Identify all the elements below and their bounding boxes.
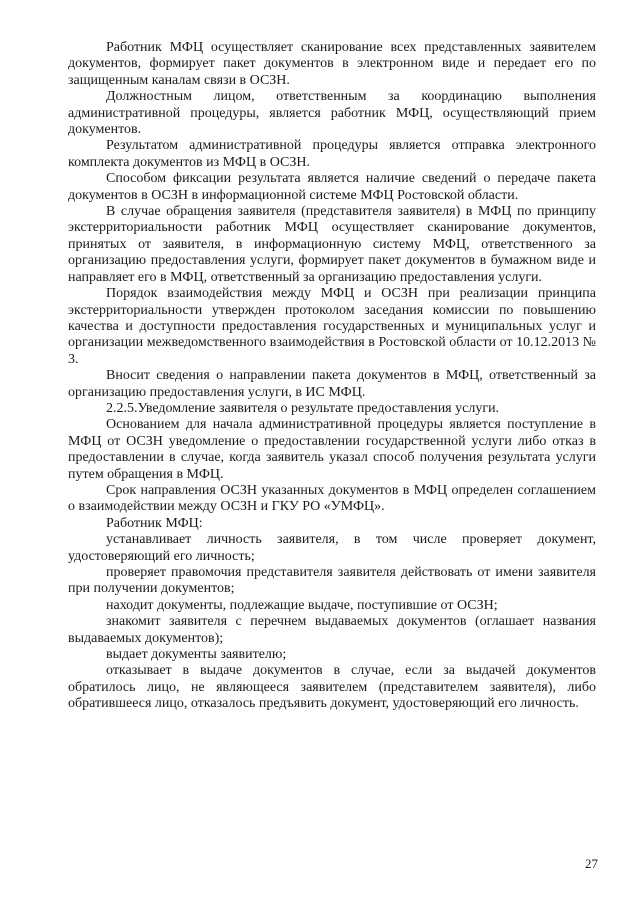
list-item-identity-check: устанавливает личность заявителя, в том числе проверяет документ, удостоверяющий его личность; <box>68 532 596 564</box>
paragraph-procedure-result: Результатом административной процедуры является отправка электронного комплекта документов из МФЦ в ОСЗН. <box>68 138 596 170</box>
section-heading-notification: 2.2.5.Уведомление заявителя о результате предоставления услуги. <box>106 400 500 416</box>
paragraph-scanning: Работник МФЦ осуществляет сканирование всех представленных заявителем документов, формирует пакет документов в электронном виде и передает его по защищенным каналам связи в ОСЗН. <box>68 40 596 88</box>
paragraph-result-recording: Способом фиксации результата является наличие сведений о передаче пакета документов в ОСЗН в информационной системе МФЦ Ростовской области. <box>68 171 596 203</box>
document-body <box>68 40 596 713</box>
list-item-document-list: знакомит заявителя с перечнем выдаваемых документов (оглашает названия выдаваемых документов); <box>68 614 596 646</box>
list-item-find-documents: находит документы, подлежащие выдаче, поступившие от ОСЗН; <box>106 597 498 613</box>
paragraph-responsible-official: Должностным лицом, ответственным за координацию выполнения административной процедуры, является работник МФЦ, осуществляющий прием документов. <box>68 89 596 138</box>
paragraph-deadline: Срок направления ОСЗН указанных документов в МФЦ определен соглашением о взаимодействии между ОСЗН и ГКУ РО «УМФЦ». <box>68 482 596 515</box>
paragraph-extraterritorial-case: В случае обращения заявителя (представителя заявителя) в МФЦ по принципу экстерриториальности работник МФЦ осуществляет сканирование документов, принятых от заявителя, в информационную систему МФЦ, ответственного за организацию предоставления услуги, формирует пакет документов в бумажном виде и направляет его в МФЦ, ответственный за организацию предоставления услуги. <box>68 204 596 285</box>
list-item-issue-documents: выдает документы заявителю; <box>106 647 287 663</box>
list-item-authority-check: проверяет правомочия представителя заявителя действовать от имени заявителя при получении документов; <box>68 565 596 597</box>
paragraph-interaction-procedure: Порядок взаимодействия между МФЦ и ОСЗН при реализации принципа экстерриториальности утвержден протоколом заседания комиссии по повышению качества и доступности предоставления государственных и муниципальных услуг и организации межведомственного взаимодействия в Ростовской области от 10.12.2013 № 3. <box>68 286 596 367</box>
page-number: 27 <box>585 856 598 871</box>
list-item-refusal: отказывает в выдаче документов в случае, если за выдачей документов обратилось лицо, не являющееся заявителем (представителем заявителя), либо обратившееся лицо, отказалось предъявить документ, удостоверяющий его личность. <box>68 663 596 712</box>
paragraph-grounds: Основанием для начала административной процедуры является поступление в МФЦ от ОСЗН уведомление о предоставлении государственной услуги либо отказ в предоставлении в случае, когда заявитель указал способ получения результата услуги путем обращения в МФЦ. <box>68 417 596 482</box>
paragraph-submit-info: Вносит сведения о направлении пакета документов в МФЦ, ответственный за организацию предоставления услуги, в ИС МФЦ. <box>68 368 596 400</box>
paragraph-employee-intro: Работник МФЦ: <box>106 515 203 531</box>
